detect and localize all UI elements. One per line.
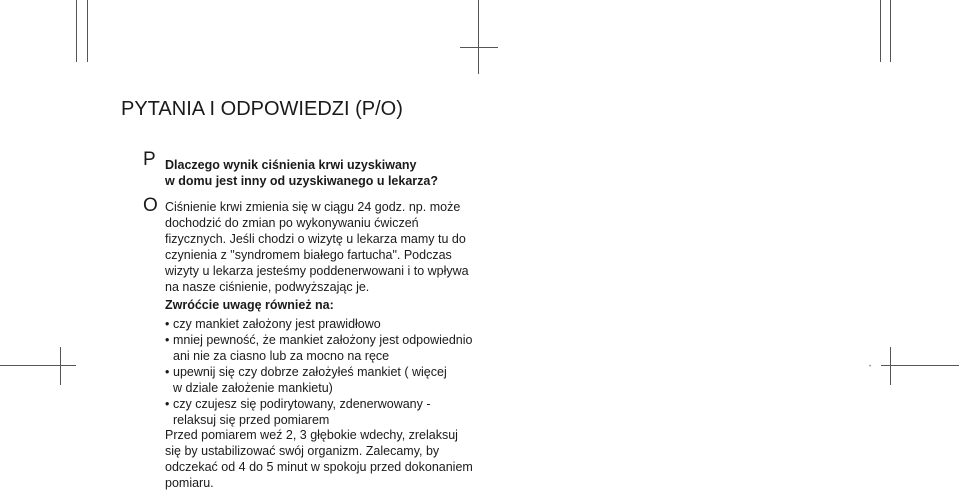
list-item-line: • czy mankiet założony jest prawidłowo <box>173 317 381 331</box>
question-text <box>165 157 438 189</box>
crop-mark <box>890 347 891 385</box>
list-item <box>165 332 472 364</box>
question-line: w domu jest inny od uzyskiwanego u lekarza? <box>165 174 438 188</box>
list-item <box>165 396 472 428</box>
final-line: się by ustabilizować swój organizm. Zalecamy, by <box>165 444 440 458</box>
list-item-line: ani nie za ciasno lub za mocno na ręce <box>173 349 390 363</box>
crop-mark <box>76 0 77 62</box>
answer-line: fizycznych. Jeśli chodzi o wizytę u lekarza mamy tu do <box>165 232 466 246</box>
page-title: PYTANIA I ODPOWIEDZI (P/O) <box>121 98 403 120</box>
crop-mark <box>87 0 88 62</box>
list-item <box>165 316 472 332</box>
notes-list <box>165 316 472 428</box>
final-line: odczekać od 4 do 5 minut w spokoju przed dokonaniem <box>165 460 473 474</box>
answer-text <box>165 199 469 295</box>
answer-line: wizyty u lekarza jesteśmy poddenerwowani i to wpływa <box>165 264 469 278</box>
list-item-line: relaksuj się przed pomiarem <box>173 413 330 427</box>
question-marker: P <box>143 149 156 170</box>
crop-mark <box>60 347 61 385</box>
registration-tick: • <box>869 364 872 370</box>
notes-section <box>165 297 472 428</box>
notes-heading: Zwróćcie uwagę również na: <box>165 298 334 312</box>
crop-mark <box>881 365 959 366</box>
crop-mark <box>460 47 498 48</box>
final-line: pomiaru. <box>165 476 214 490</box>
list-item <box>165 364 472 396</box>
list-item-line: • upewnij się czy dobrze założyłeś mankiet ( więcej <box>173 365 447 379</box>
crop-mark <box>478 0 479 74</box>
final-paragraph <box>165 427 473 491</box>
question-line: Dlaczego wynik ciśnienia krwi uzyskiwany <box>165 158 417 172</box>
answer-line: czynienia z "syndromem białego fartucha". Podczas <box>165 248 452 262</box>
crop-mark <box>890 0 891 62</box>
final-line: Przed pomiarem weź 2, 3 głębokie wdechy, zrelaksuj <box>165 428 458 442</box>
list-item-line: w dziale założenie mankietu) <box>173 381 333 395</box>
crop-mark <box>880 0 881 62</box>
answer-line: dochodzić do zmian po wykonywaniu ćwiczeń <box>165 216 419 230</box>
list-item-line: • czy czujesz się podirytowany, zdenerwowany - <box>173 397 431 411</box>
answer-line: na nasze ciśnienie, podwyższając je. <box>165 280 370 294</box>
answer-marker: O <box>143 195 158 216</box>
answer-line: Ciśnienie krwi zmienia się w ciągu 24 godz. np. może <box>165 200 461 214</box>
crop-mark <box>0 365 76 366</box>
list-item-line: • mniej pewność, że mankiet założony jest odpowiednio <box>173 333 473 347</box>
